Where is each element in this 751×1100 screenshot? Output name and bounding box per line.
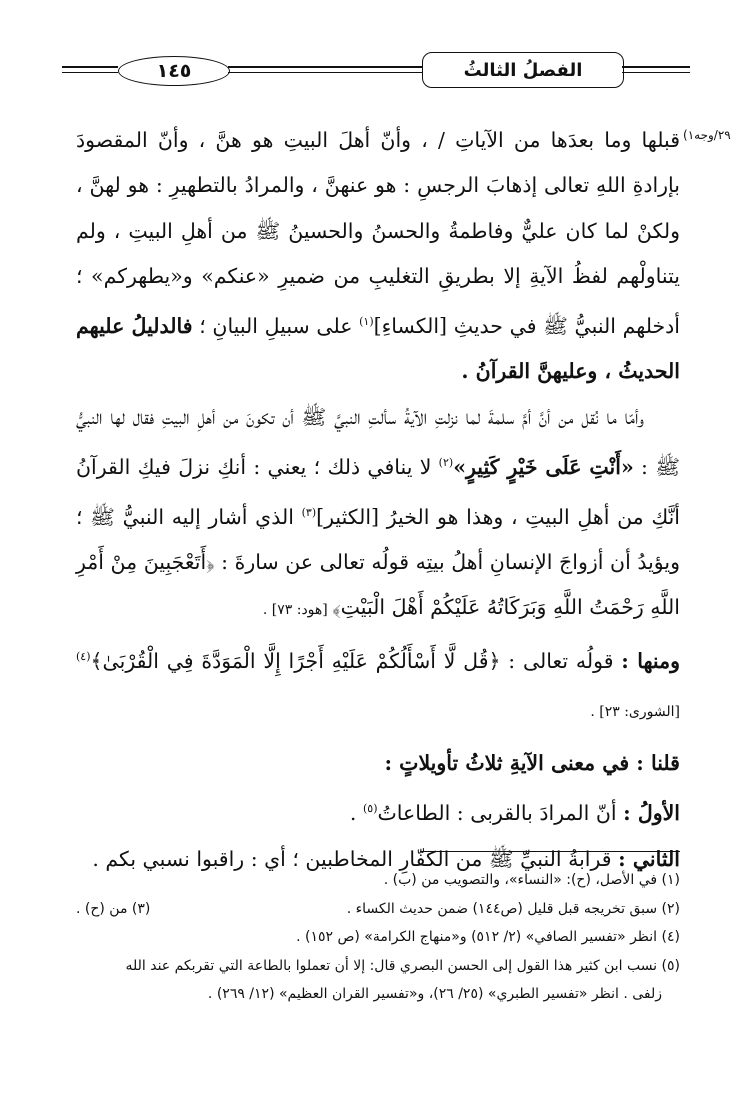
footnote-ref-5: (٥) [362, 802, 378, 816]
footnote-2: (٢) سبق تخريجه قبل قليل (ص١٤٤) ضمن حديث الكساء . [346, 900, 680, 917]
header-rule-middle [228, 66, 422, 68]
header-rule-middle-thin [228, 72, 422, 73]
first-interpretation-end: . [349, 801, 363, 826]
header-rule-left [62, 66, 118, 68]
page-header [62, 50, 690, 94]
paragraph-1 [76, 118, 680, 395]
paragraph-2-part-a: وأمّا ما نُقل من أنَّ أمَّ سلمةَ لما نزلتِ الآيةُ سألتِ النبيَّ ﷺ أن تكونَ من أهلِ البيتِ فقال لها النبيُّ ﷺ : [76, 404, 680, 479]
footnote-divider [420, 851, 680, 852]
verse-reference-shura: [الشورى: ٢٣] . [590, 703, 680, 720]
header-rule-right [622, 66, 690, 68]
paragraph-4: قلنا : في معنى الآيةِ ثلاثُ تأويلاتٍ : [384, 751, 680, 776]
second-interpretation-text: قرابةُ النبيِّ ﷺ من الكفّارِ المخاطبين ؛ أي : راقبوا نسبي بكم . [92, 846, 619, 871]
footnotes [76, 866, 680, 1009]
footnote-5-line-1: (٥) نسب ابن كثير هذا القول إلى الحسن البصري قال: إلا أن تعملوا بالطاعة التي تقربكم عند الله [125, 957, 680, 974]
second-interpretation-label: الثاني : [618, 846, 680, 871]
footnote-ref-2: (٢) [438, 455, 454, 469]
paragraph-3 [76, 634, 680, 735]
footnote-3: (٣) من (ح) . [76, 900, 151, 917]
main-text [76, 118, 680, 882]
paragraph-3-text: قولُه تعالى : [500, 648, 622, 673]
hadith-quote: «أَنْتِ عَلَى خَيْرٍ كَثِيرٍ» [453, 454, 634, 479]
footnote-row-2-3 [76, 895, 680, 924]
footnote-4: (٤) انظر «تفسير الصافي» (٢/ ٥١٢) و«منهاج الكرامة» (ص ١٥٢) . [296, 929, 680, 945]
paragraph-5 [76, 786, 680, 836]
paragraph-1-tail: على سبيلِ البيانِ ؛ [192, 314, 360, 339]
paragraph-1-conclusion: فالدليلُ عليهم الحديثُ ، وعليهنَّ القرآنُ . [76, 314, 680, 384]
footnote-5-line-2: زلفى . انظر «تفسير الطبري» (٢٥/ ٢٦)، و«تفسير القران العظيم» (١٢/ ٢٦٩) . [207, 986, 662, 1002]
footnote-ref-1: (١) [359, 315, 374, 329]
header-rule-right-thin [622, 72, 690, 73]
first-interpretation-text: أنّ المرادَ بالقربى : الطاعاتُ [377, 801, 624, 826]
margin-note: ٢٩/وجه١) [683, 128, 731, 142]
paragraph-2-part-c: الذي أشار إليه النبيُّ ﷺ ؛ ويؤيدُ أن أزواجَ الإنسانِ أهلُ بيتِه قولُه تعالى عن سارةَ : [76, 504, 680, 575]
first-interpretation-label: الأولُ : [623, 801, 680, 826]
paragraph-2-part-b: لا ينافي ذلك ؛ يعني : أنكِ نزلَ فيكِ القرآنُ أنَّكِ من أهلِ البيتِ ، وهذا هو الخيرُ [الكثير] [76, 454, 680, 529]
paragraph-2 [76, 395, 680, 634]
quran-verse-hud: ﴿أَتَعْجَبِينَ مِنْ أَمْرِ اللَّهِ رَحْمَتُ اللَّهِ وَبَرَكَاتُهُ عَلَيْكُمْ أَهْلَ الْبَيْتِ﴾ [76, 550, 680, 620]
page-number: ١٤٥ [118, 56, 230, 86]
verse-reference-hud: [هود: ٧٣] . [262, 602, 333, 619]
header-rule-left-thin [62, 72, 118, 73]
footnote-1: (١) في الأصل، (ح): «النساء»، والتصويب من (ب) . [383, 872, 680, 888]
footnote-ref-4: (٤) [76, 649, 91, 663]
quran-verse-shura: ﴿قُل لَّا أَسْأَلُكُمْ عَلَيْهِ أَجْرًا إِلَّا الْمَوَدَّةَ فِي الْقُرْبَىٰ﴾ [90, 648, 501, 673]
footnote-ref-3: (٣) [301, 506, 317, 520]
chapter-title: الفصلُ الثالثُ [422, 52, 624, 88]
paragraph-1-text: قبلها وما بعدَها من الآياتِ / ، وأنّ أهلَ البيتِ هو هنَّ ، وأنّ المقصودَ بإرادةِ اللهِ تعالى إذهابَ الرجسِ : هو عنهنَّ ، والمرادُ بالتطهيرِ : هو لهنَّ ، ولكنْ لما كان عليٌّ وفاطمةُ والحسنُ والحسينُ ﷺ من أهلِ البيتِ ، ولم يتناولْهم لفظُ الآيةِ إلا بطريقِ التغليبِ من ضميرِ «عنكم» و«يطهركم» ؛ أدخلهم النبيُّ ﷺ في حديثِ [الكساءِ] [76, 128, 680, 339]
paragraph-3-label: ومنها : [621, 648, 680, 673]
